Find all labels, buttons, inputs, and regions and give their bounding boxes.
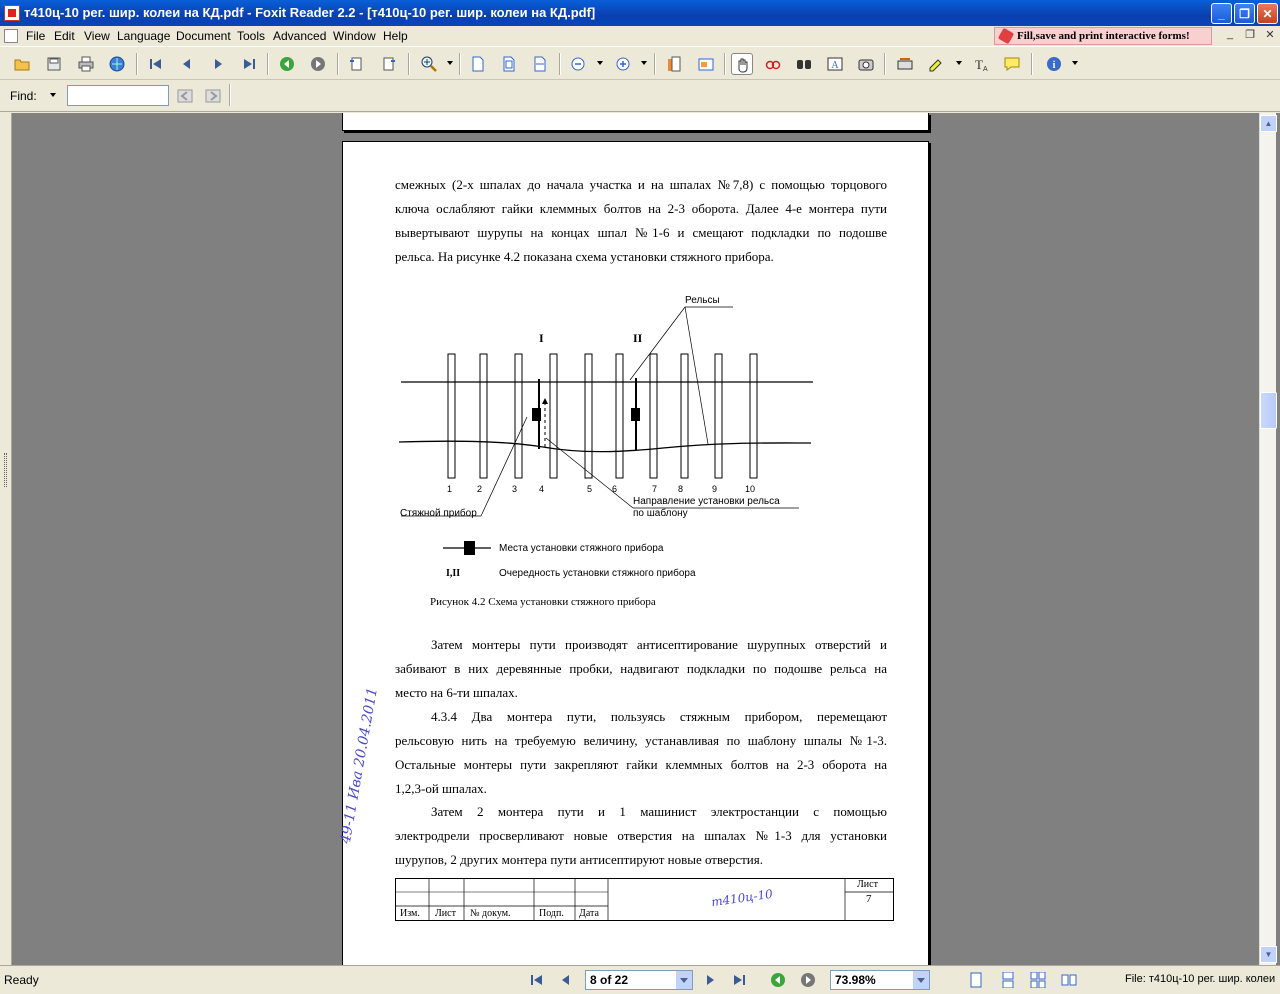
- find-input[interactable]: [67, 85, 169, 106]
- find-previous-icon[interactable]: [174, 85, 196, 107]
- stamp-doc-code: т410ц-10: [710, 886, 774, 910]
- find-options-dropdown-icon[interactable]: [50, 93, 56, 97]
- go-forward-nav-icon[interactable]: [800, 972, 816, 988]
- legend-order-key: I,II: [446, 568, 461, 579]
- text-line: электродрели просверливают новые отверстия на шпалах №1-3 для установки: [395, 828, 887, 843]
- status-file-name: File: т410ц-10 рег. шир. колеи: [1125, 973, 1276, 985]
- sleeper-number: 8: [678, 484, 684, 494]
- svg-text:A: A: [983, 66, 988, 72]
- print-icon[interactable]: [75, 53, 97, 75]
- sleepers: [448, 354, 757, 478]
- zoom-plus-dropdown-icon[interactable]: [641, 61, 647, 65]
- rotate-right-icon[interactable]: [377, 53, 399, 75]
- sleeper-3: [515, 354, 522, 478]
- stamp-col: Дата: [579, 908, 599, 919]
- sleeper-number: 7: [652, 484, 658, 494]
- mdi-restore-icon[interactable]: ❐: [1245, 29, 1255, 41]
- menu-bar: [0, 26, 1280, 46]
- sleeper-1: [448, 354, 455, 478]
- toolbar-separator: [408, 53, 410, 75]
- toolbar-separator: [267, 53, 269, 75]
- rail-bottom: [399, 441, 811, 451]
- page-dropdown-icon[interactable]: [676, 971, 692, 989]
- zoom-dropdown-icon[interactable]: [447, 61, 453, 65]
- text-select-icon[interactable]: [824, 53, 846, 75]
- status-ready: Ready: [4, 973, 39, 987]
- actual-size-icon[interactable]: [467, 53, 489, 75]
- device-marker-II: [631, 408, 640, 421]
- bookmarks-icon[interactable]: [663, 53, 685, 75]
- status-bar: [0, 965, 1280, 994]
- go-forward-icon[interactable]: [307, 53, 329, 75]
- window-title: т410ц-10 рег. шир. колеи на КД.pdf - Foxit Reader 2.2 - [т410ц-10 рег. шир. колеи на КД.pdf]: [24, 5, 596, 20]
- highlight-icon[interactable]: [925, 53, 947, 75]
- svg-text:T: T: [975, 57, 983, 72]
- find-bar: [0, 80, 1280, 112]
- sleeper-number: 6: [612, 484, 618, 494]
- sleeper-number: 4: [539, 484, 545, 494]
- info-dropdown-icon[interactable]: [1072, 61, 1078, 65]
- previous-page-nav-icon[interactable]: [558, 972, 574, 988]
- text-line: вывертывают шурупы на концах шпал №1-6 и смещают подкладки по подошве: [395, 225, 887, 240]
- legend-marker: [464, 541, 475, 555]
- search-icon[interactable]: [793, 53, 815, 75]
- stamp-sheet-label: Лист: [857, 879, 878, 890]
- title-bar: [0, 0, 1280, 26]
- menu-help[interactable]: Help: [383, 29, 408, 43]
- label-rails: Рельсы: [685, 295, 720, 306]
- stamp-col: Изм.: [400, 908, 420, 919]
- zoom-out-icon[interactable]: [567, 53, 589, 75]
- open-icon[interactable]: [11, 53, 33, 75]
- fill-forms-promo-button[interactable]: Fill,save and print interactive forms!: [994, 27, 1212, 45]
- menu-document[interactable]: Document: [176, 29, 231, 43]
- hand-tool-icon[interactable]: [731, 53, 753, 75]
- menu-advanced[interactable]: Advanced: [273, 29, 327, 43]
- legend-order: Очередность установки стяжного прибора: [499, 568, 696, 579]
- sleeper-number: 10: [745, 484, 756, 494]
- go-back-icon[interactable]: [276, 53, 298, 75]
- minimize-button[interactable]: _: [1211, 3, 1232, 24]
- toolbar-separator: [884, 53, 886, 75]
- last-page-nav-icon[interactable]: [731, 972, 747, 988]
- next-page-icon[interactable]: [207, 53, 229, 75]
- margin-note: 49-11 Ива 20.04.2011: [337, 686, 381, 845]
- text-line: рельсовую нить на требуемую величину, устанавливая по шаблону шпалы №1-3.: [395, 733, 887, 748]
- app-icon: [4, 5, 20, 21]
- scroll-down-icon[interactable]: ▼: [1260, 946, 1277, 963]
- find-next-icon[interactable]: [202, 85, 224, 107]
- text-line: Затем монтеры пути производят антисептирование шурупных отверстий и: [431, 637, 887, 652]
- label-I: I: [539, 331, 544, 345]
- toolbar-separator: [559, 53, 561, 75]
- label-direction: Направление установки рельса: [633, 496, 780, 507]
- sleeper-4: [550, 354, 557, 478]
- loupe-tool-icon[interactable]: [762, 53, 784, 75]
- text-line: рельса. На рисунке 4.2 показана схема установки стяжного прибора.: [395, 249, 774, 264]
- fit-width-icon[interactable]: [529, 53, 551, 75]
- close-button[interactable]: ✕: [1257, 3, 1278, 24]
- sleeper-6: [616, 354, 623, 478]
- text-tool-icon[interactable]: [970, 53, 992, 75]
- text-line: 1,2,3-ой шпалах.: [395, 781, 487, 796]
- typewriter-icon[interactable]: [894, 53, 916, 75]
- page-number-field[interactable]: [585, 970, 693, 990]
- sleeper-number: 9: [712, 484, 718, 494]
- stamp-col: № докум.: [470, 908, 511, 919]
- facing-view-icon[interactable]: [1030, 972, 1046, 988]
- sleeper-number: 1: [447, 484, 453, 494]
- toolbar-separator: [654, 53, 656, 75]
- find-label: Find:: [10, 89, 37, 103]
- zoom-in-icon[interactable]: [418, 53, 440, 75]
- svg-text:A: A: [831, 60, 839, 71]
- document-view[interactable]: [0, 113, 1280, 965]
- sleeper-number: 5: [587, 484, 593, 494]
- mdi-close-icon[interactable]: ✕: [1265, 29, 1275, 41]
- continuous-view-icon[interactable]: [1000, 972, 1016, 988]
- svg-text:i: i: [1052, 60, 1056, 71]
- go-back-nav-icon[interactable]: [770, 972, 786, 988]
- zoom-out-dropdown-icon[interactable]: [597, 61, 603, 65]
- stamp-col: Лист: [435, 908, 456, 919]
- sleeper-7: [650, 354, 657, 478]
- zoom-dropdown-icon[interactable]: [913, 971, 929, 989]
- label-II: II: [633, 331, 643, 345]
- menu-file[interactable]: File: [26, 29, 46, 43]
- vertical-scrollbar[interactable]: [1259, 113, 1276, 965]
- toolbar: [0, 46, 1280, 80]
- text-line: забивают в них деревянные пробки, надвигают подкладки по подошве рельса на: [395, 661, 887, 676]
- save-icon[interactable]: [43, 53, 65, 75]
- rotate-left-icon[interactable]: [346, 53, 368, 75]
- menu-window[interactable]: Window: [333, 29, 376, 43]
- highlight-dropdown-icon[interactable]: [956, 61, 962, 65]
- toolbar-separator: [337, 53, 339, 75]
- sleeper-2: [480, 354, 487, 478]
- menu-view[interactable]: View: [84, 29, 110, 43]
- note-icon[interactable]: [1001, 53, 1023, 75]
- text-line: Затем 2 монтера пути и 1 машинист электростанции с помощью: [431, 804, 887, 819]
- menu-tools[interactable]: Tools: [237, 29, 266, 43]
- menu-language[interactable]: Language: [117, 29, 171, 43]
- toolbar-separator: [136, 53, 138, 75]
- scroll-thumb[interactable]: [1260, 392, 1277, 429]
- previous-page-icon[interactable]: [176, 53, 198, 75]
- single-page-view-icon[interactable]: [968, 972, 984, 988]
- text-line: место на 6-ти шпалах.: [395, 685, 518, 700]
- toolbar-separator: [724, 53, 726, 75]
- first-page-nav-icon[interactable]: [529, 972, 545, 988]
- continuous-facing-view-icon[interactable]: [1061, 972, 1077, 988]
- zoom-value: 73.98%: [835, 973, 876, 987]
- toolbar-separator: [1031, 53, 1033, 75]
- label-device: Стяжной прибор: [400, 508, 477, 519]
- fit-page-icon[interactable]: [498, 53, 520, 75]
- page-thumbnails-icon[interactable]: [695, 53, 717, 75]
- text-line: смежных (2-х шпалах до начала участка и на шпалах №7,8) с помощью торцового: [395, 177, 887, 192]
- page-number-value: 8 of 22: [590, 973, 629, 987]
- sleeper-5: [585, 354, 592, 478]
- sleeper-number: 2: [477, 484, 483, 494]
- navigation-panel-strip[interactable]: [0, 113, 12, 965]
- email-icon[interactable]: [106, 53, 128, 75]
- zoom-field[interactable]: [830, 970, 930, 990]
- sleeper-9: [715, 354, 722, 478]
- snapshot-icon[interactable]: [855, 53, 877, 75]
- sleeper-8: [681, 354, 688, 478]
- zoom-plus-icon[interactable]: [612, 53, 634, 75]
- scroll-up-icon[interactable]: ▲: [1260, 115, 1277, 132]
- previous-page: [342, 113, 929, 131]
- text-line: 4.3.4 Два монтера пути, пользуясь стяжным прибором, перемещают: [431, 709, 887, 724]
- panel-grip-icon[interactable]: [4, 453, 7, 487]
- current-page: [337, 141, 929, 971]
- legend-places: Места установки стяжного прибора: [499, 543, 664, 554]
- toolbar-separator: [459, 53, 461, 75]
- text-line: ключа ослабляют гайки клеммных болтов на 2-3 оборота. Далее 4-е монтера пути: [395, 201, 887, 216]
- first-page-icon[interactable]: [145, 53, 167, 75]
- text-line: Остальные монтеры пути закрепляют гайки клеммных болтов на 2-3 оборота на: [395, 757, 887, 772]
- toolbar-separator: [229, 84, 231, 106]
- stamp-sheet-value: 7: [866, 893, 872, 905]
- document-icon[interactable]: [4, 29, 18, 43]
- document-info-icon[interactable]: [1043, 53, 1065, 75]
- text-line: шурупов, 2 других монтера пути антисептируют новые отверстия.: [395, 852, 763, 867]
- sleeper-10: [750, 354, 757, 478]
- next-page-nav-icon[interactable]: [702, 972, 718, 988]
- sleeper-number: 3: [512, 484, 518, 494]
- figure-caption: Рисунок 4.2 Схема установки стяжного прибора: [430, 596, 656, 608]
- stamp-col: Подп.: [539, 908, 564, 919]
- menu-edit[interactable]: Edit: [54, 29, 75, 43]
- mdi-minimize-icon[interactable]: _: [1226, 28, 1234, 40]
- label-direction-2: по шаблону: [633, 508, 688, 519]
- device-marker-I: [532, 408, 541, 421]
- last-page-icon[interactable]: [238, 53, 260, 75]
- maximize-button[interactable]: ❐: [1234, 3, 1255, 24]
